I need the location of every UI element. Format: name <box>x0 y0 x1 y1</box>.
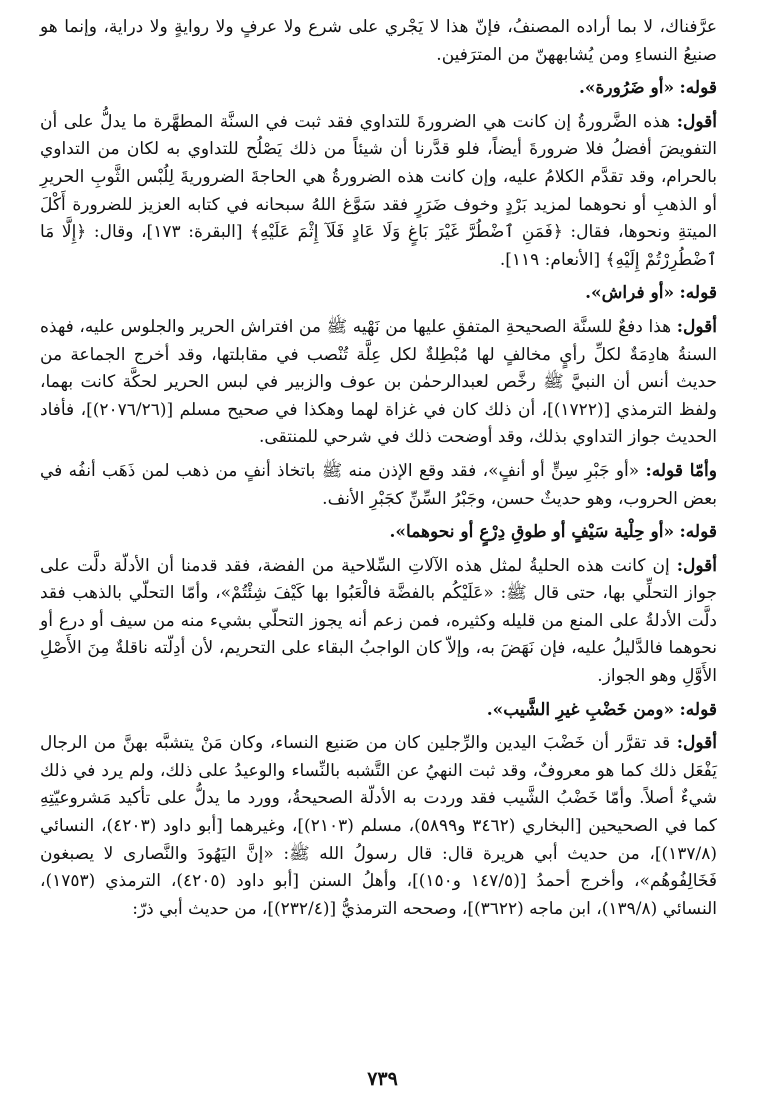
quoted-phrase: «أو فراش». <box>585 283 675 304</box>
paragraph-text: عرَّفناك، لا بما أراده المصنفُ، فإنّ هذا لا يَجْري على شرع ولا عرفٍ ولا روايةٍ ولا دراية، وإنما هو صنيعُ النساءِ ومن يُشابههنّ من المترَفين. <box>40 17 717 65</box>
paragraph-text: قد تقرَّر أن خَضْبَ اليدين والرِّجلين كان من صَنيع النساء، وكان مَنْ يتشبَّه بهنَّ من الرجال يَفْعَل ذلك كما هو معروفٌ، وقد ثبت النهيُ عن التَّشبه بالنِّساء والوعيدُ على ذلك، ولم يرد في ذلك شيءٌ أصلاً. وأمّا خَضْبُ الشَّيب فقد وردت به الأدلّة الصحيحةُ، وورد ما يدلُّ على تأكيد مَشروعيّتِهِ كما في الصحيحين [البخاري (٣٤٦٢ و٥٨٩٩)، مسلم (٢١٠٣)]، وغيرهما [أبو داود (٤٢٠٣)، النسائي (١٣٧/٨)]، من حديث أبي هريرة قال: قال رسولُ الله ﷺ: «إنَّ اليَهُودَ والنَّصارى لا يصبغون فَخَالِفُوهُم»، وأخرج أحمدُ [(١٤٧/٥ و١٥٠)]، وأهلُ السنن [أبو داود (٤٢٠٥)، الترمذي (١٧٥٣)، النسائي (١٣٩/٨)، ابن ماجه (٣٦٢٢)]، وصححه الترمذيُّ [(٢٣٢/٤)]، من حديث أبي ذرّ: <box>40 733 717 919</box>
paragraph-commentary-khadb <box>40 730 717 923</box>
paragraph-quote-khadb <box>40 697 717 725</box>
paragraph-label: قوله: <box>679 283 717 304</box>
paragraph-text: «أو جَبْرِ سِنٍّ أو أنفٍ»، فقد وقع الإذن منه ﷺ باتخاذ أنفٍ من ذهب لمن ذَهَب أنفُه في بعض الحروب، وهو حديثٌ حسن، وجَبْرُ السِّنِّ كجَبْرِ الأنف. <box>40 460 717 509</box>
paragraph-quote-darura <box>40 75 717 103</box>
page-body <box>40 14 717 923</box>
page-number: ٧٣٩ <box>367 1068 398 1090</box>
paragraph-jabr-sinn <box>40 458 717 513</box>
paragraph-text: هذه الضَّرورةُ إن كانت هي الضرورةَ للتداوي فقد ثبت في السنَّة المطهَّرة ما يدلُّ على أن التفويضَ أفضلُ فلا ضرورةَ أيضاً، فلو قدَّرنا أن شيئاً من ذلك يَصْلُح للتداوي به لكان من التداوي بالحرام، وقد تقدَّم الكلامُ عليه، وإن كانت هذه الضرورةُ هي الحاجةَ الضروريةَ لِلُبْس الثَّوبِ الحريرِ أو الذهبِ أو نحوهما لمزيد بَرْدٍ وخوف ضَرَرٍ فقد سَوَّغ اللهُ سبحانه في كتابه العزيز للضرورة أَكْلَ الميتةِ ونحوها، فقال: ﴿فَمَنِ ٱضْطُرَّ غَيْرَ بَاغٍ وَلَا عَادٍ فَلَآ إِثْمَ عَلَيْهِ﴾ [البقرة: ١٧٣]، وقال: ﴿إِلَّا مَا ٱضْطُرِرْتُمْ إِلَيْهِ﴾ [الأنعام: ١١٩]. <box>40 111 718 270</box>
paragraph-label: وأمّا قوله: <box>645 460 717 481</box>
paragraph-quote-hilya <box>40 519 717 547</box>
paragraph-commentary-darura <box>40 109 717 275</box>
quoted-phrase: «أو حِلْية سَيْفٍ أو طوقِ دِرْعٍ أو نحوهما». <box>389 522 675 543</box>
paragraph-commentary-hilya <box>40 553 717 691</box>
paragraph-label: أقول: <box>676 316 717 337</box>
paragraph-label: أقول: <box>676 111 718 132</box>
paragraph-text: إن كانت هذه الحليةُ لمثل هذه الآلاتِ السِّلاحية من الفضة، فقد قدمنا أن الأدلّة دلَّت على جواز التحلِّي بها، حتى قال ﷺ: «عَلَيْكُم بالفضَّة فالْعَبُوا بها كَيْفَ شِئْتُمْ»، وأمّا التحلّي بالذهب فقد دلَّت الأدلةُ على المنع من قليله وكثيره، فمن زعم أنه يجوز التحلّي بشيء منه من سيف أو درع أو نحوهما فالدَّليلُ عليه، فإن نَهَضَ به، وإلاّ كان الواجبُ البقاء على التحريم، لأن أدِلّته ناقلةٌ مِنَ الأَصْلِ الأَوَّلِ وهو الجواز. <box>40 555 717 687</box>
paragraph-commentary-firash <box>40 314 717 452</box>
paragraph-label: قوله: <box>679 522 717 543</box>
quoted-phrase: «أو ضَرُورة». <box>578 78 675 99</box>
paragraph-text: هذا دفعٌ للسنَّة الصحيحةِ المتفقِ عليها من نَهْيه ﷺ من افتراش الحرير والجلوس عليه، فهذه السنةُ هادِمَةٌ لكلِّ رأيٍ مخالفٍ لها مُبْطِلةٌ لكل عِلَّة تُنْصب في مقابلتها، وقد أخرج الجماعة من حديث أنس أن النبيَّ ﷺ رخَّص لعبدالرحمٰن بن عوف والزبير في لبس الحرير لحكَّة كانت بهما، ولفظ الترمذي [(١٧٢٢)]، أن ذلك كان في غزاة لهما وهكذا في صحيح مسلم [(٢٠٧٦/٢٦)]، فأفاد الحديث جواز التداوي بذلك، وقد أوضحت ذلك في شرحي للمنتقى. <box>40 316 717 448</box>
paragraph-quote-firash <box>40 280 717 308</box>
paragraph-label: قوله: <box>679 78 717 99</box>
paragraph-label: قوله: <box>679 699 717 720</box>
paragraph-label: أقول: <box>676 555 718 576</box>
paragraph-intro <box>40 14 717 69</box>
paragraph-label: أقول: <box>676 733 717 754</box>
quoted-phrase: «ومن خَضْبِ غيرِ الشَّيب». <box>486 699 675 720</box>
